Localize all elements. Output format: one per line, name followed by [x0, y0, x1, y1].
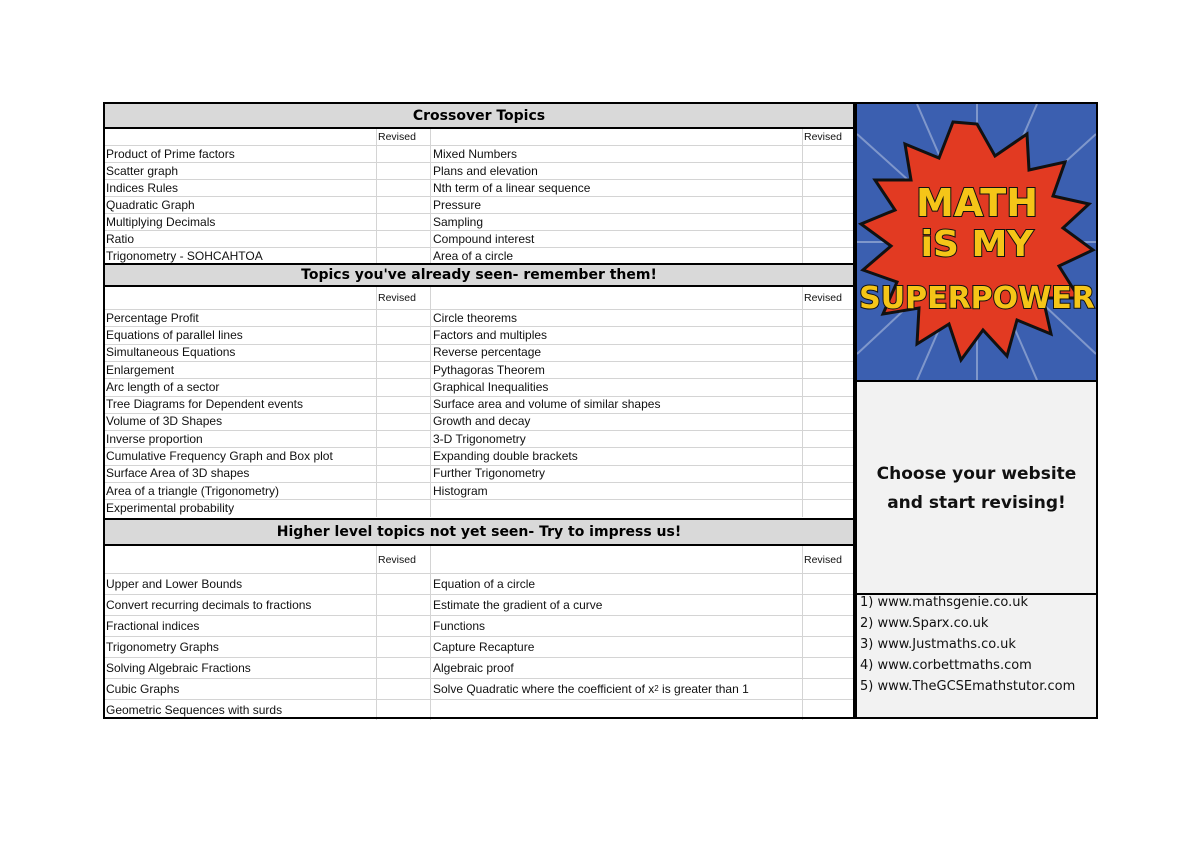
- revised-checkbox[interactable]: [376, 378, 430, 395]
- topic-right: Equation of a circle: [433, 576, 536, 591]
- website-link-2[interactable]: 2) www.Sparx.co.uk: [860, 616, 989, 631]
- topic-right: [430, 499, 802, 516]
- topic-right: Factors and multiples: [433, 327, 548, 342]
- poster-line-1: MATH: [916, 181, 1038, 225]
- topic-left: Area of a triangle (Trigonometry): [106, 483, 279, 498]
- topic-left: Enlargement: [106, 362, 175, 377]
- math-superpower-poster: [857, 104, 1096, 380]
- superscript: 2: [654, 684, 659, 693]
- topic-left: Arc length of a sector: [106, 379, 220, 394]
- revised-checkbox[interactable]: [802, 230, 855, 247]
- topic-right: Reverse percentage: [433, 345, 542, 360]
- website-link-4[interactable]: 4) www.corbettmaths.com: [860, 658, 1032, 673]
- topic-right: Mixed Numbers: [433, 146, 518, 161]
- topic-left: Equations of parallel lines: [106, 327, 243, 342]
- table-border: [103, 102, 105, 719]
- revised-checkbox[interactable]: [376, 499, 430, 516]
- revised-checkbox[interactable]: [376, 465, 430, 482]
- revised-checkbox[interactable]: [802, 196, 855, 213]
- revised-checkbox[interactable]: [802, 499, 855, 516]
- revised-checkbox[interactable]: [802, 361, 855, 378]
- section-header-2: Topics you've already seen- remember them!: [103, 263, 855, 287]
- revised-checkbox[interactable]: [802, 413, 855, 430]
- revised-checkbox[interactable]: [376, 396, 430, 413]
- table-border: [103, 717, 855, 719]
- revised-checkbox[interactable]: [376, 573, 430, 594]
- revised-checkbox[interactable]: [802, 247, 855, 264]
- topic-left: Quadratic Graph: [106, 197, 195, 212]
- revised-checkbox[interactable]: [802, 573, 855, 594]
- topic-left: Trigonometry Graphs: [106, 639, 219, 654]
- topic-right: Sampling: [433, 214, 484, 229]
- revised-label: Revised: [804, 292, 842, 304]
- revised-checkbox[interactable]: [376, 145, 430, 162]
- topic-left: Percentage Profit: [106, 310, 199, 325]
- revised-checkbox[interactable]: [802, 430, 855, 447]
- revised-label: Revised: [804, 553, 842, 566]
- topic-right: Expanding double brackets: [433, 449, 578, 464]
- topic-right: Functions: [433, 618, 486, 633]
- revised-checkbox[interactable]: [802, 594, 855, 615]
- cta-line-1: Choose your website: [876, 463, 1077, 484]
- topic-left: Convert recurring decimals to fractions: [106, 597, 312, 612]
- revised-label: Revised: [378, 553, 416, 566]
- revised-checkbox[interactable]: [802, 396, 855, 413]
- revised-checkbox[interactable]: [376, 179, 430, 196]
- poster-image: [857, 104, 1096, 380]
- website-links: [857, 593, 1096, 719]
- topic-right: Capture Recapture: [433, 639, 535, 654]
- topic-right: Nth term of a linear sequence: [433, 180, 591, 195]
- topic-right: Compound interest: [433, 231, 535, 246]
- revised-checkbox[interactable]: [376, 636, 430, 657]
- revised-checkbox[interactable]: [376, 247, 430, 264]
- revised-checkbox[interactable]: [802, 309, 855, 326]
- topic-left: Geometric Sequences with surds: [106, 702, 283, 717]
- topic-left: Scatter graph: [106, 163, 179, 178]
- revised-checkbox[interactable]: [376, 344, 430, 361]
- topic-right: Circle theorems: [433, 310, 518, 325]
- revised-checkbox[interactable]: [376, 657, 430, 678]
- topic-left: Tree Diagrams for Dependent events: [106, 397, 303, 412]
- topic-right: Histogram: [433, 483, 488, 498]
- topic-left: Experimental probability: [106, 500, 235, 515]
- revised-checkbox[interactable]: [802, 145, 855, 162]
- website-link-5[interactable]: 5) www.TheGCSEmathstutor.com: [860, 679, 1076, 694]
- topic-right: Growth and decay: [433, 414, 531, 429]
- topic-left: Ratio: [106, 231, 135, 246]
- revised-checkbox[interactable]: [802, 657, 855, 678]
- topic-right: Graphical Inequalities: [433, 379, 549, 394]
- topic-left: Cubic Graphs: [106, 681, 180, 696]
- revised-checkbox[interactable]: [376, 447, 430, 464]
- topic-right: Area of a circle: [433, 248, 514, 263]
- revised-checkbox[interactable]: [802, 482, 855, 499]
- topic-left: Trigonometry - SOHCAHTOA: [106, 248, 263, 263]
- topic-left: Surface Area of 3D shapes: [106, 466, 250, 481]
- revised-label: Revised: [378, 131, 416, 143]
- website-link-3[interactable]: 3) www.Justmaths.co.uk: [860, 637, 1016, 652]
- poster-line-3: SUPERPOWER: [859, 281, 1095, 316]
- revised-checkbox[interactable]: [376, 430, 430, 447]
- topic-right: 3-D Trigonometry: [433, 431, 526, 446]
- revised-checkbox[interactable]: [802, 344, 855, 361]
- revised-checkbox[interactable]: [376, 615, 430, 636]
- revised-label: Revised: [378, 292, 416, 304]
- topic-right: Surface area and volume of similar shapes: [433, 397, 661, 412]
- topic-left: Multiplying Decimals: [106, 214, 216, 229]
- revised-checkbox[interactable]: [802, 162, 855, 179]
- revised-checkbox[interactable]: [376, 594, 430, 615]
- topic-left: Volume of 3D Shapes: [106, 414, 223, 429]
- revised-checkbox[interactable]: [802, 465, 855, 482]
- revised-checkbox[interactable]: [376, 482, 430, 499]
- promo-panel: [855, 102, 1098, 719]
- topic-left: Indices Rules: [106, 180, 179, 195]
- section-header-3: Higher level topics not yet seen- Try to impress us!: [103, 518, 855, 546]
- cta-line-2: and start revising!: [887, 492, 1066, 513]
- website-link-1[interactable]: 1) www.mathsgenie.co.uk: [860, 595, 1029, 610]
- revised-checkbox[interactable]: [376, 230, 430, 247]
- topic-text: is greater than 1: [662, 681, 749, 696]
- topic-left: Inverse proportion: [106, 431, 203, 446]
- revised-checkbox[interactable]: [802, 447, 855, 464]
- topic-right: Pythagoras Theorem: [433, 362, 545, 377]
- revised-checkbox[interactable]: [802, 678, 855, 699]
- topic-right: Algebraic proof: [433, 660, 514, 675]
- topic-right: Further Trigonometry: [433, 466, 546, 481]
- revised-checkbox[interactable]: [376, 678, 430, 699]
- revised-checkbox[interactable]: [802, 179, 855, 196]
- revised-checkbox[interactable]: [376, 309, 430, 326]
- topic-right: Estimate the gradient of a curve: [433, 597, 603, 612]
- poster-line-2: iS MY: [920, 224, 1034, 265]
- revised-checkbox[interactable]: [376, 213, 430, 230]
- cta-text: [857, 380, 1096, 595]
- revised-label: Revised: [804, 131, 842, 143]
- topic-right: [430, 678, 802, 699]
- revised-checkbox[interactable]: [376, 162, 430, 179]
- topic-left: Product of Prime factors: [106, 146, 235, 161]
- revised-checkbox[interactable]: [802, 326, 855, 343]
- revised-checkbox[interactable]: [376, 326, 430, 343]
- topic-left: Simultaneous Equations: [106, 345, 236, 360]
- revised-checkbox[interactable]: [802, 615, 855, 636]
- topic-right: Pressure: [433, 197, 482, 212]
- topic-left: Solving Algebraic Fractions: [106, 660, 251, 675]
- topic-left: Upper and Lower Bounds: [106, 576, 243, 591]
- revised-checkbox[interactable]: [376, 196, 430, 213]
- revised-checkbox[interactable]: [802, 378, 855, 395]
- revised-checkbox[interactable]: [802, 213, 855, 230]
- section-header-1: Crossover Topics: [103, 102, 855, 129]
- topic-text: Solve Quadratic where the coefficient of x: [433, 681, 655, 696]
- revised-checkbox[interactable]: [802, 636, 855, 657]
- topic-right: Plans and elevation: [433, 163, 538, 178]
- revised-checkbox[interactable]: [376, 413, 430, 430]
- topic-left: Cumulative Frequency Graph and Box plot: [106, 449, 333, 464]
- revised-checkbox[interactable]: [376, 361, 430, 378]
- topic-left: Fractional indices: [106, 618, 200, 633]
